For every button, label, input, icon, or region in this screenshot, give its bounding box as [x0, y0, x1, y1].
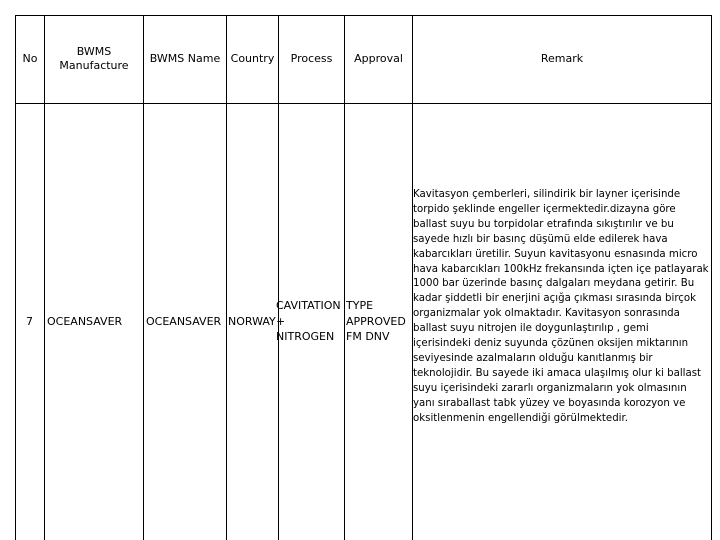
header-bottom-border: [15, 103, 712, 104]
header-manufacturer: BWMS Manufacture: [59, 45, 129, 72]
cell-process-line-2: +: [276, 315, 286, 328]
header-approval: Approval: [354, 52, 403, 65]
column-divider-no: [44, 15, 45, 540]
cell-bwms-name: OCEANSAVER: [146, 315, 222, 328]
cell-process-line-1: CAVITATION: [276, 299, 341, 312]
table-right-border: [711, 15, 712, 540]
header-remark: Remark: [540, 52, 584, 65]
cell-country: NORWAY: [228, 315, 276, 328]
cell-process-line-3: NITROGEN: [276, 330, 335, 343]
cell-remark: Kavitasyon çemberleri, silindirik bir layner içerisinde torpido şeklinde engeller içermektedir.dizayna göre ballast suyu bu torpidolar etrafında sıkıştırılır ve bu sayede hızlı bir basınç düşümü elde edilerek hava kabarcıkları üretilir. Suyun kavitasyonu esnasında micro hava kabarcıkları 100kHz frekansında içten içe patlayarak 1000 bar üzerinde basınç dalgaları meydana getirir. Bu kadar şiddetli bir enerjini açığa çıkması sırasında birçok organizmalar yok olmaktadır. Kavitasyon sonrasında ballast suyu nitrojen ile doygunlaştırılıp , gemi içerisindeki deniz suyunda çözünen oksijen miktarının seviyesinde azalmaların olduğu kanıtlanmış bir teknolojidir. Bu sayede iki amaca ulaşılmış olur ki ballast suyu içerisindeki zararlı organizmaların yok olmasının yanı sıraballast tabk yüzey ve boyasında korozyon ve oksitlenmenin engellendiği görülmektedir.: [413, 189, 709, 424]
cell-no: 7: [26, 315, 33, 328]
cell-manufacturer: OCEANSAVER: [47, 315, 123, 328]
header-process: Process: [290, 52, 333, 65]
cell-approval-line-1: TYPE: [346, 299, 374, 312]
header-bwms-name: BWMS Name: [149, 52, 221, 65]
cell-approval-line-2: APPROVED: [346, 315, 406, 328]
header-country: Country: [230, 52, 275, 65]
header-no: No: [22, 52, 38, 65]
cell-approval-line-3: FM DNV: [346, 330, 390, 343]
